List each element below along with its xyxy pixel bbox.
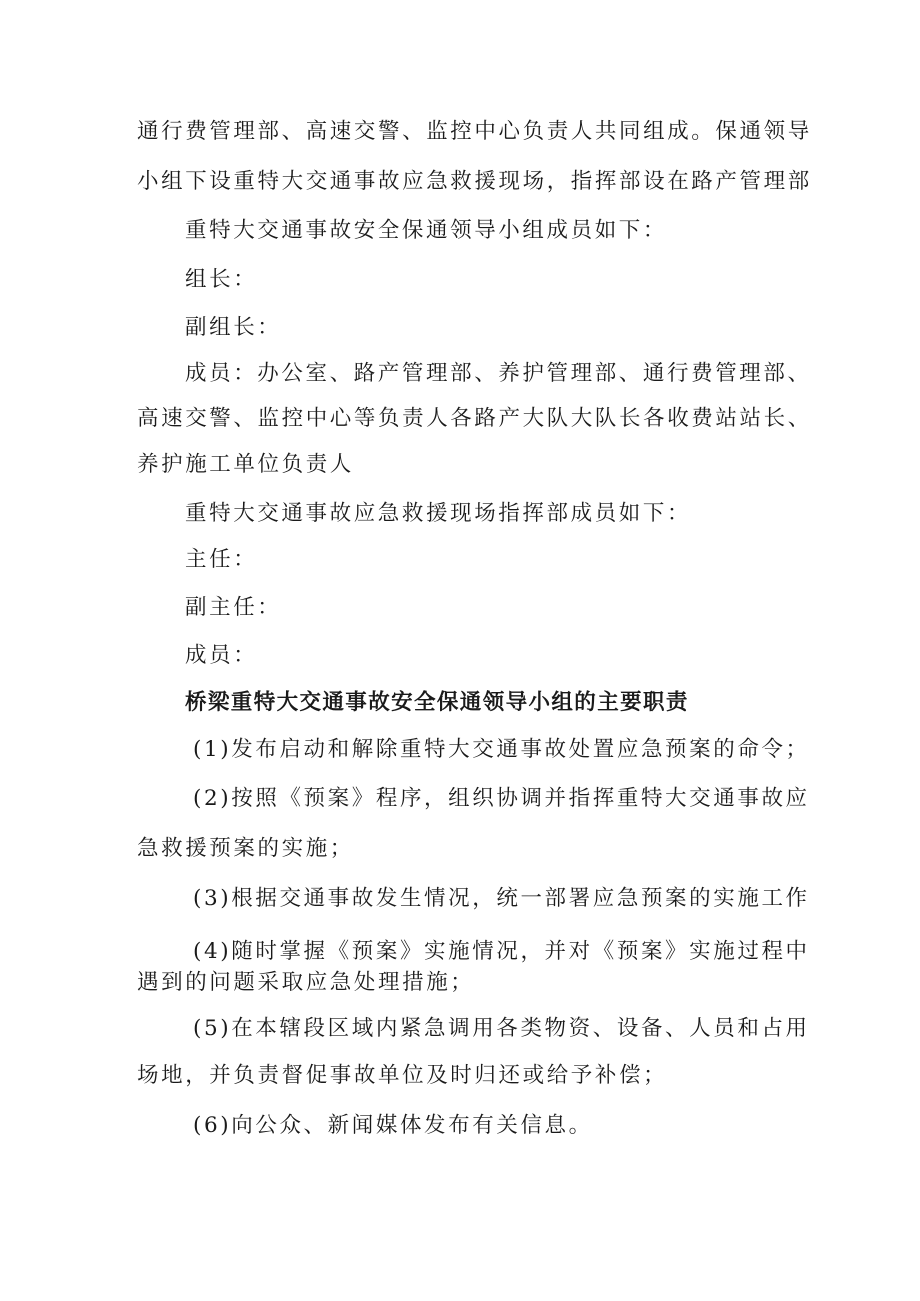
- duty-item-continuation: 急救援预案的实施；: [137, 836, 354, 861]
- duty-item: (2)按照《预案》程序，组织协调并指挥重特大交通事故应: [193, 786, 810, 811]
- section-heading: 桥梁重特大交通事故安全保通领导小组的主要职责: [185, 690, 689, 715]
- duty-item: (4)随时掌握《预案》实施情况，并对《预案》实施过程中: [193, 939, 810, 964]
- paragraph-line: 小组下设重特大交通事故应急救援现场，指挥部设在路产管理部: [137, 169, 812, 194]
- duty-item: (6)向公众、新闻媒体发布有关信息。: [193, 1113, 593, 1138]
- paragraph-line: 通行费管理部、高速交警、监控中心负责人共同组成。保通领导: [137, 119, 812, 144]
- duty-item: (3)根据交通事故发生情况，统一部署应急预案的实施工作: [193, 886, 810, 911]
- director-label: 主任：: [185, 547, 258, 572]
- duty-item: (5)在本辖段区域内紧急调用各类物资、设备、人员和占用: [193, 1016, 810, 1041]
- duty-item-continuation: 遇到的问题采取应急处理措施；: [137, 970, 475, 995]
- duty-item-continuation: 场地，并负责督促事故单位及时归还或给予补偿；: [137, 1063, 668, 1088]
- command-members-intro: 重特大交通事故应急救援现场指挥部成员如下：: [185, 501, 692, 526]
- leader-label: 组长：: [185, 267, 258, 292]
- members-line: 养护施工单位负责人: [137, 452, 354, 477]
- duty-item: (1)发布启动和解除重特大交通事故处置应急预案的命令；: [193, 737, 810, 762]
- deputy-director-label: 副主任：: [185, 595, 282, 620]
- members-line: 成员：办公室、路产管理部、养护管理部、通行费管理部、: [185, 361, 812, 386]
- members-line: 高速交警、监控中心等负责人各路产大队大队长各收费站站长、: [137, 406, 812, 431]
- deputy-leader-label: 副组长：: [185, 315, 282, 340]
- members-intro: 重特大交通事故安全保通领导小组成员如下：: [185, 218, 668, 243]
- command-members-label: 成员：: [185, 643, 258, 668]
